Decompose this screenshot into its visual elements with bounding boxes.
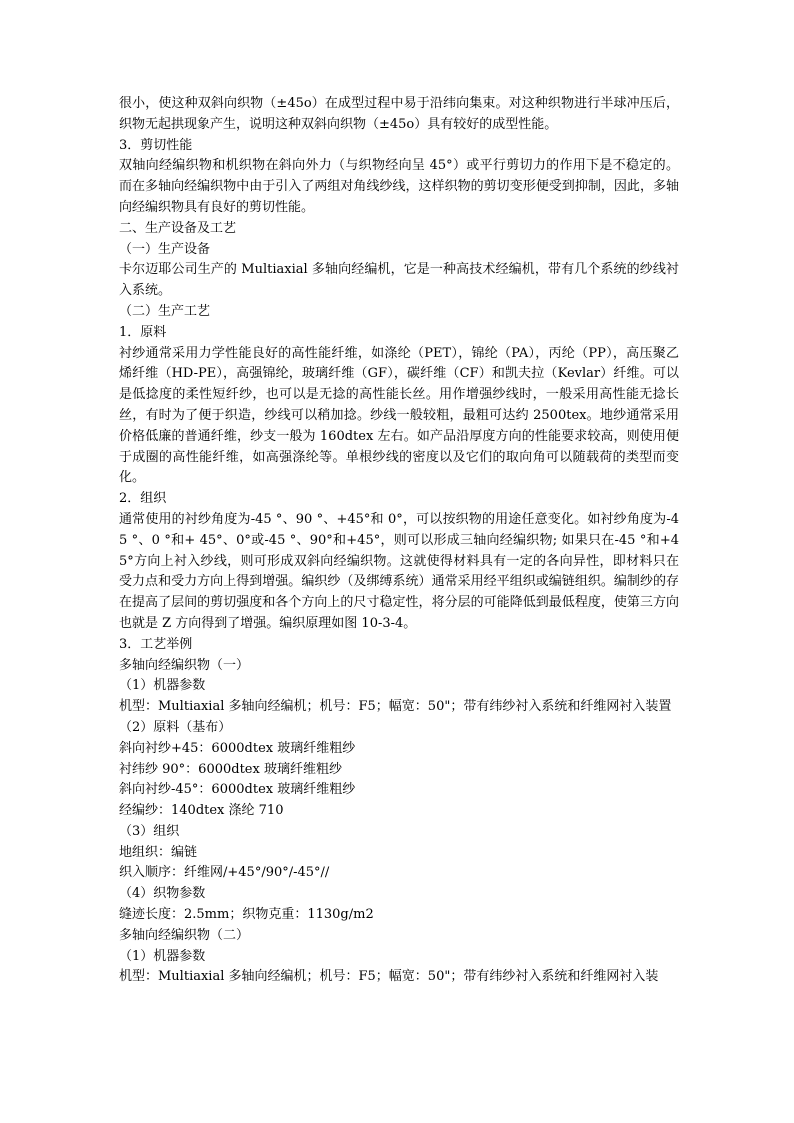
document-body (119, 94, 679, 988)
heading-example-one: 多轴向经编织物（一） (119, 657, 250, 673)
heading-fabric-params: （4）织物参数 (119, 886, 206, 902)
heading-machine-params-2: （1）机器参数 (119, 948, 206, 964)
heading-production-equipment-process: 二、生产设备及工艺 (119, 220, 237, 236)
heading-raw-materials-base: （2）原料（基布） (119, 719, 232, 735)
line-warp-knit-yarn: 经编纱：140dtex 涤纶 710 (119, 803, 284, 819)
line-ground-structure: 地组织：编链 (119, 844, 198, 860)
paragraph-structure: 通常使用的衬纱角度为-45 °、90 °、+45°和 0°，可以按织物的用途任意变化。如衬纱角度为-45 °、0 °和+ 45°、0°或-45 °、90°和+45°，则可以形成三轴向经编织物; 如果只在-45 °和+45°方向上衬入纱线，则可形成双斜向经编织物。这就使得材料具有一定的各向异性，即材料只在受力点和受力方向上得到增强。编织纱（及绑缚系统）通常采用经平组织或编链组织。编制纱的存在提高了层间的剪切强度和各个方向上的尺寸稳定性，将分层的可能降低到最低程度，使第三方向也就是 Z 方向得到了增强。编织原理如图 10-3-4。 (119, 511, 679, 631)
paragraph-raw-materials: 衬纱通常采用力学性能良好的高性能纤维，如涤纶（PET），锦纶（PA），丙纶（PP），高压聚乙烯纤维（HD-PE），高强锦纶，玻璃纤维（GF），碳纤维（CF）和凯夫拉（Kevlar）纤维。可以是低捻度的柔性短纤纱，也可以是无捻的高性能长丝。用作增强纱线时，一般采用高性能无捻长丝，有时为了便于织造，纱线可以稍加捻。纱线一般较粗，最粗可达约 2500tex。地纱通常采用价格低廉的普通纤维，纱支一般为 160dtex 左右。如产品沿厚度方向的性能要求较高，则使用便于成圈的高性能纤维，如高强涤纶等。单根纱线的密度以及它们的取向角可以随载荷的类型而变化。 (119, 345, 679, 486)
heading-raw-materials: 1．原料 (119, 324, 167, 340)
heading-shear-performance: 3．剪切性能 (119, 137, 193, 153)
heading-machine-params-1: （1）机器参数 (119, 678, 206, 694)
line-insertion-order: 织入顺序：纤维网/+45°/90°/-45°// (119, 865, 330, 881)
line-stitch-length-weight: 缝迹长度：2.5mm；织物克重：1130g/m2 (119, 907, 374, 923)
heading-structure-3: （3）组织 (119, 823, 180, 839)
paragraph-forming-performance: 很小，使这种双斜向织物（±45o）在成型过程中易于沿纬向集束。对这种织物进行半球冲压后，织物无起拱现象产生，说明这种双斜向织物（±45o）具有较好的成型性能。 (119, 96, 679, 132)
heading-production-equipment: （一）生产设备 (119, 241, 211, 257)
line-weft-yarn-90: 衬纬纱 90°：6000dtex 玻璃纤维粗纱 (119, 761, 342, 777)
line-bias-yarn-plus45: 斜向衬纱+45：6000dtex 玻璃纤维粗纱 (119, 740, 356, 756)
paragraph-machine-type-1: 机型：Multiaxial 多轴向经编机；机号：F5；幅宽：50"；带有纬纱衬入系统和纤维网衬入装置 (119, 699, 672, 715)
heading-example-two: 多轴向经编织物（二） (119, 927, 250, 943)
paragraph-machine-type-2: 机型：Multiaxial 多轴向经编机；机号：F5；幅宽：50"；带有纬纱衬入系统和纤维网衬入装 (119, 969, 659, 985)
paragraph-shear-performance: 双轴向经编织物和机织物在斜向外力（与织物经向呈 45°）或平行剪切力的作用下是不稳定的。而在多轴向经编织物中由于引入了两组对角线纱线，这样织物的剪切变形便受到抑制，因此，多轴向经编织物具有良好的剪切性能。 (119, 158, 679, 215)
heading-process-examples: 3．工艺举例 (119, 636, 193, 652)
paragraph-equipment: 卡尔迈耶公司生产的 Multiaxial 多轴向经编机，它是一种高技术经编机，带有几个系统的纱线衬入系统。 (119, 262, 679, 299)
heading-structure: 2．组织 (119, 491, 167, 507)
line-bias-yarn-minus45: 斜向衬纱-45°：6000dtex 玻璃纤维粗纱 (119, 782, 356, 798)
heading-production-process: （二）生产工艺 (119, 303, 211, 319)
